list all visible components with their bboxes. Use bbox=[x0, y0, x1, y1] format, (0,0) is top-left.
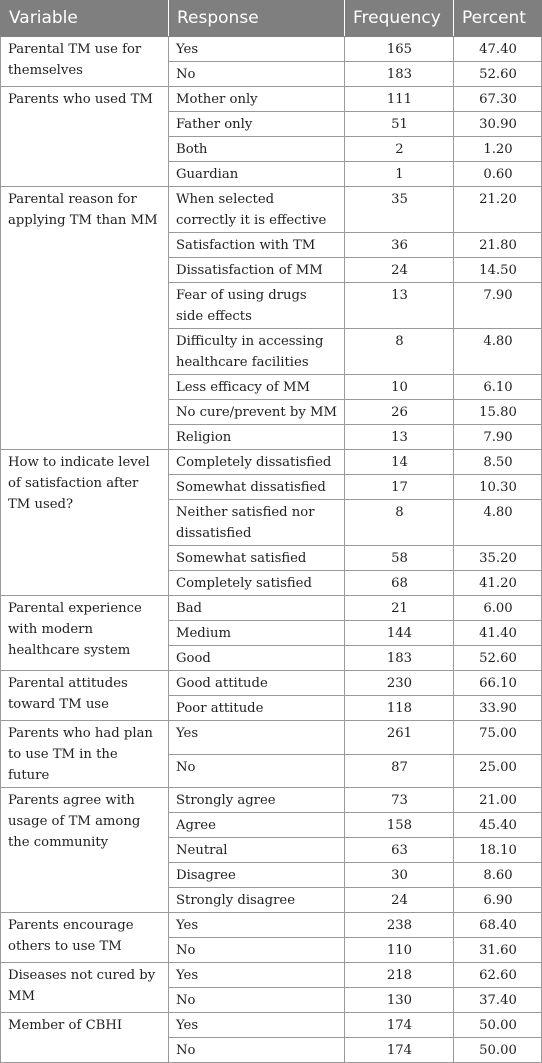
table-row bbox=[1, 913, 542, 938]
response-cell: Good bbox=[169, 646, 345, 671]
frequency-cell: 174 bbox=[345, 1013, 454, 1038]
response-cell: Somewhat dissatisfied bbox=[169, 475, 345, 500]
frequency-cell: 261 bbox=[345, 721, 454, 755]
response-cell: Yes bbox=[169, 1013, 345, 1038]
header-frequency: Frequency bbox=[345, 1, 454, 37]
percent-cell: 30.90 bbox=[454, 112, 542, 137]
percent-cell: 52.60 bbox=[454, 62, 542, 87]
response-cell: Disagree bbox=[169, 863, 345, 888]
percent-cell: 66.10 bbox=[454, 671, 542, 696]
variable-cell: Parents encourage others to use TM bbox=[1, 913, 169, 963]
percent-cell: 21.20 bbox=[454, 187, 542, 233]
response-cell: Somewhat satisfied bbox=[169, 546, 345, 571]
frequency-cell: 110 bbox=[345, 938, 454, 963]
percent-cell: 25.00 bbox=[454, 754, 542, 788]
percent-cell: 7.90 bbox=[454, 425, 542, 450]
response-cell: Completely satisfied bbox=[169, 571, 345, 596]
percent-cell: 0.60 bbox=[454, 162, 542, 187]
percent-cell: 6.10 bbox=[454, 375, 542, 400]
frequency-cell: 24 bbox=[345, 258, 454, 283]
frequency-cell: 21 bbox=[345, 596, 454, 621]
frequency-cell: 30 bbox=[345, 863, 454, 888]
frequency-cell: 158 bbox=[345, 813, 454, 838]
frequency-cell: 174 bbox=[345, 1038, 454, 1063]
response-cell: Yes bbox=[169, 913, 345, 938]
header-variable: Variable bbox=[1, 1, 169, 37]
table-row bbox=[1, 187, 542, 233]
percent-cell: 8.50 bbox=[454, 450, 542, 475]
response-cell: Mother only bbox=[169, 87, 345, 112]
frequency-cell: 8 bbox=[345, 329, 454, 375]
percent-cell: 41.20 bbox=[454, 571, 542, 596]
response-cell: No bbox=[169, 754, 345, 788]
percent-cell: 41.40 bbox=[454, 621, 542, 646]
response-cell: No bbox=[169, 938, 345, 963]
frequency-cell: 238 bbox=[345, 913, 454, 938]
table-row bbox=[1, 671, 542, 696]
header-row bbox=[1, 1, 542, 37]
table-row bbox=[1, 596, 542, 621]
response-cell: Yes bbox=[169, 721, 345, 755]
header-response: Response bbox=[169, 1, 345, 37]
response-cell: Completely dissatisfied bbox=[169, 450, 345, 475]
frequency-cell: 51 bbox=[345, 112, 454, 137]
table-row bbox=[1, 788, 542, 813]
response-cell: Agree bbox=[169, 813, 345, 838]
frequency-cell: 230 bbox=[345, 671, 454, 696]
response-cell: Father only bbox=[169, 112, 345, 137]
percent-cell: 52.60 bbox=[454, 646, 542, 671]
response-cell: Medium bbox=[169, 621, 345, 646]
frequency-cell: 118 bbox=[345, 696, 454, 721]
percent-cell: 31.60 bbox=[454, 938, 542, 963]
percent-cell: 21.80 bbox=[454, 233, 542, 258]
frequency-cell: 183 bbox=[345, 62, 454, 87]
frequency-cell: 13 bbox=[345, 425, 454, 450]
frequency-cell: 218 bbox=[345, 963, 454, 988]
frequency-cell: 87 bbox=[345, 754, 454, 788]
table-row bbox=[1, 1013, 542, 1038]
response-cell: Difficulty in accessing healthcare facilities bbox=[169, 329, 345, 375]
table-row bbox=[1, 87, 542, 112]
response-cell: No bbox=[169, 1038, 345, 1063]
response-cell: Satisfaction with TM bbox=[169, 233, 345, 258]
frequency-cell: 183 bbox=[345, 646, 454, 671]
variable-cell: Parents agree with usage of TM among the community bbox=[1, 788, 169, 913]
variable-cell: Parental reason for applying TM than MM bbox=[1, 187, 169, 450]
percent-cell: 14.50 bbox=[454, 258, 542, 283]
frequency-cell: 1 bbox=[345, 162, 454, 187]
variable-cell: Parental experience with modern healthcare system bbox=[1, 596, 169, 671]
percent-cell: 15.80 bbox=[454, 400, 542, 425]
variable-cell: Parental TM use for themselves bbox=[1, 37, 169, 87]
response-cell: Guardian bbox=[169, 162, 345, 187]
percent-cell: 50.00 bbox=[454, 1038, 542, 1063]
frequency-cell: 2 bbox=[345, 137, 454, 162]
percent-cell: 4.80 bbox=[454, 500, 542, 546]
response-cell: Good attitude bbox=[169, 671, 345, 696]
percent-cell: 37.40 bbox=[454, 988, 542, 1013]
percent-cell: 75.00 bbox=[454, 721, 542, 755]
variable-cell: How to indicate level of satisfaction after TM used? bbox=[1, 450, 169, 596]
response-cell: Dissatisfaction of MM bbox=[169, 258, 345, 283]
response-cell: No bbox=[169, 988, 345, 1013]
response-cell: Yes bbox=[169, 37, 345, 62]
variable-cell: Parents who had plan to use TM in the future bbox=[1, 721, 169, 788]
frequency-cell: 111 bbox=[345, 87, 454, 112]
response-cell: Poor attitude bbox=[169, 696, 345, 721]
percent-cell: 8.60 bbox=[454, 863, 542, 888]
response-cell: No cure/prevent by MM bbox=[169, 400, 345, 425]
header-percent: Percent bbox=[454, 1, 542, 37]
response-cell: Fear of using drugs side effects bbox=[169, 283, 345, 329]
percent-cell: 10.30 bbox=[454, 475, 542, 500]
percent-cell: 45.40 bbox=[454, 813, 542, 838]
frequency-cell: 13 bbox=[345, 283, 454, 329]
response-cell: No bbox=[169, 62, 345, 87]
response-cell: Strongly disagree bbox=[169, 888, 345, 913]
table-row bbox=[1, 37, 542, 62]
frequency-cell: 8 bbox=[345, 500, 454, 546]
response-cell: Both bbox=[169, 137, 345, 162]
frequency-cell: 26 bbox=[345, 400, 454, 425]
response-cell: Strongly agree bbox=[169, 788, 345, 813]
frequency-cell: 17 bbox=[345, 475, 454, 500]
response-cell: Less efficacy of MM bbox=[169, 375, 345, 400]
percent-cell: 6.00 bbox=[454, 596, 542, 621]
response-cell: Yes bbox=[169, 963, 345, 988]
variable-cell: Parents who used TM bbox=[1, 87, 169, 187]
table-row bbox=[1, 963, 542, 988]
percent-cell: 7.90 bbox=[454, 283, 542, 329]
percent-cell: 68.40 bbox=[454, 913, 542, 938]
table-row bbox=[1, 721, 542, 755]
frequency-cell: 73 bbox=[345, 788, 454, 813]
frequency-cell: 10 bbox=[345, 375, 454, 400]
percent-cell: 1.20 bbox=[454, 137, 542, 162]
frequency-cell: 36 bbox=[345, 233, 454, 258]
frequency-cell: 35 bbox=[345, 187, 454, 233]
percent-cell: 47.40 bbox=[454, 37, 542, 62]
response-cell: Religion bbox=[169, 425, 345, 450]
table-body bbox=[1, 37, 542, 1063]
frequency-cell: 144 bbox=[345, 621, 454, 646]
percent-cell: 21.00 bbox=[454, 788, 542, 813]
percent-cell: 67.30 bbox=[454, 87, 542, 112]
percent-cell: 4.80 bbox=[454, 329, 542, 375]
percent-cell: 50.00 bbox=[454, 1013, 542, 1038]
table-row bbox=[1, 450, 542, 475]
frequency-cell: 68 bbox=[345, 571, 454, 596]
response-cell: Neither satisfied nor dissatisfied bbox=[169, 500, 345, 546]
percent-cell: 62.60 bbox=[454, 963, 542, 988]
variable-cell: Parental attitudes toward TM use bbox=[1, 671, 169, 721]
frequency-cell: 165 bbox=[345, 37, 454, 62]
variable-cell: Member of CBHI bbox=[1, 1013, 169, 1063]
percent-cell: 33.90 bbox=[454, 696, 542, 721]
frequency-cell: 58 bbox=[345, 546, 454, 571]
frequency-cell: 130 bbox=[345, 988, 454, 1013]
frequency-cell: 63 bbox=[345, 838, 454, 863]
percent-cell: 18.10 bbox=[454, 838, 542, 863]
response-cell: Bad bbox=[169, 596, 345, 621]
variable-cell: Diseases not cured by MM bbox=[1, 963, 169, 1013]
response-cell: Neutral bbox=[169, 838, 345, 863]
percent-cell: 6.90 bbox=[454, 888, 542, 913]
frequency-cell: 24 bbox=[345, 888, 454, 913]
percent-cell: 35.20 bbox=[454, 546, 542, 571]
frequency-cell: 14 bbox=[345, 450, 454, 475]
response-cell: When selected correctly it is effective bbox=[169, 187, 345, 233]
